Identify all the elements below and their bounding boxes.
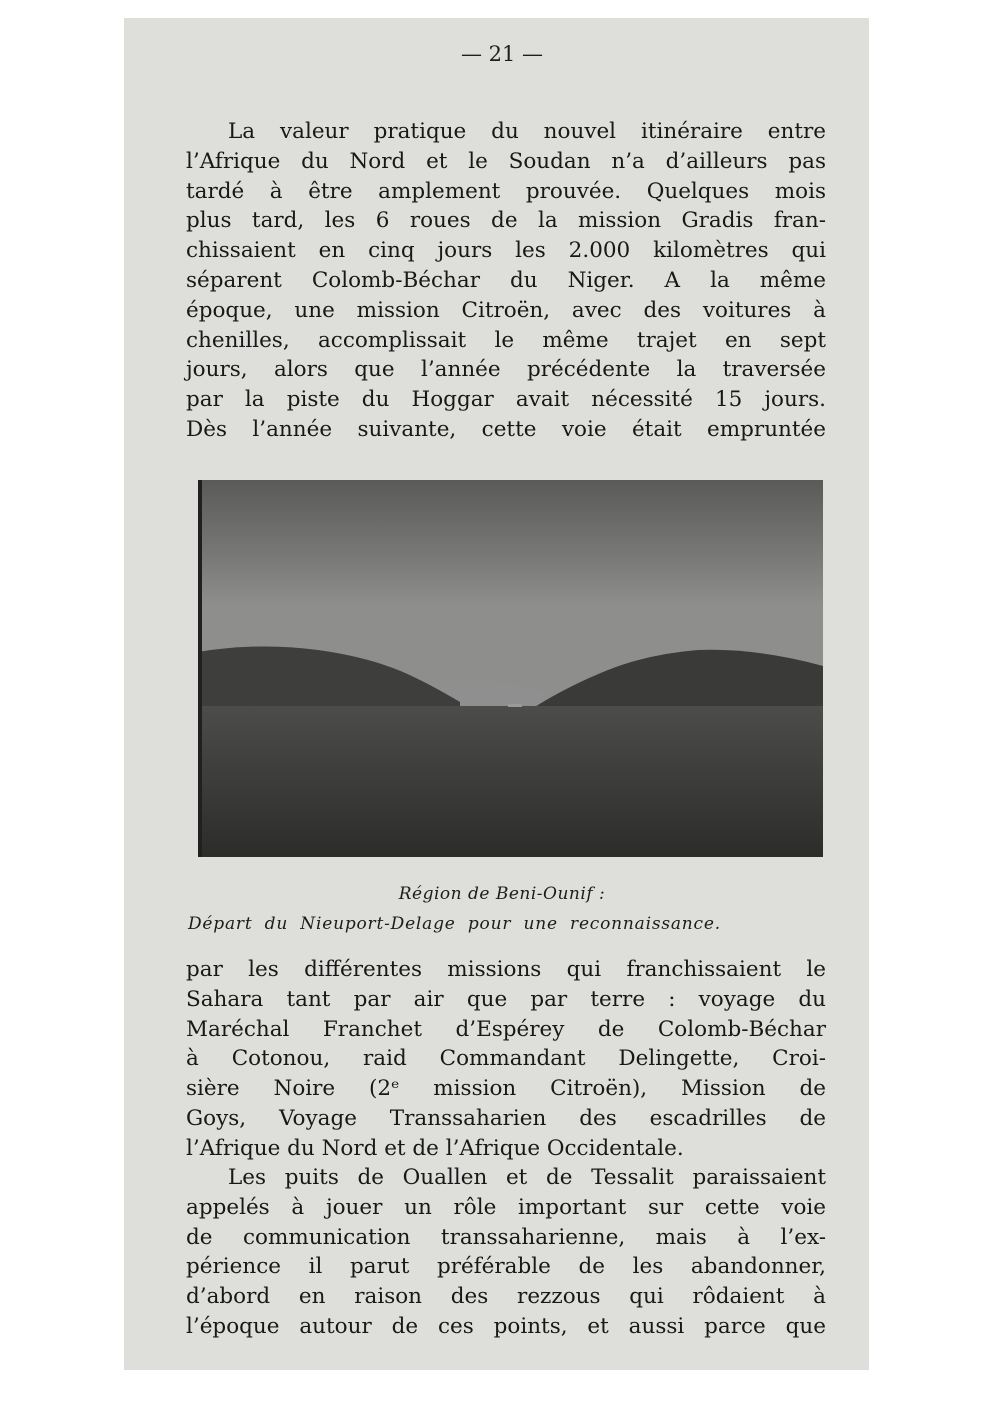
text-line: séparent Colomb-Béchar du Niger. A la même [186,267,826,293]
page-number: — 21 — [460,42,544,66]
text-line: appelés à jouer un rôle important sur cette voie [186,1194,826,1220]
text-line: Maréchal Franchet d’Espérey de Colomb-Béchar [186,1016,826,1042]
text-line: à Cotonou, raid Commandant Delingette, Croi- [186,1046,826,1072]
landscape-photograph [198,480,823,857]
paragraph-1 [186,117,826,445]
figure-caption-title: Région de Beni-Ounif : [398,884,606,904]
text-line: l’Afrique du Nord et le Soudan n’a d’ailleurs pas [186,148,826,174]
text-line: La valeur pratique du nouvel itinéraire entre [228,119,826,144]
text-line: chissaient en cinq jours les 2.000 kilomètres qui [186,238,826,264]
text-line: l’Afrique du Nord et de l’Afrique Occidentale. [186,1135,684,1161]
dark-edge [198,480,202,857]
text-line: plus tard, les 6 roues de la mission Gradis fran- [186,208,826,234]
text-line: par les différentes missions qui franchissaient le [186,957,826,982]
text-line: Sahara tant par air que par terre : voyage du [186,986,826,1012]
aircraft-speck [508,704,522,707]
plain [198,706,823,857]
text-line: sière Noire (2ᵉ mission Citroën), Mission de [186,1076,826,1102]
paragraph-3 [186,1163,826,1342]
figure-caption-subtitle: Départ du Nieuport-Delage pour une reconnaissance. [188,914,721,934]
text-line: Dès l’année suivante, cette voie était empruntée [186,416,826,442]
paragraph-2 [186,955,826,1164]
text-line: d’abord en raison des rezzous qui rôdaient à [186,1284,826,1310]
text-line: Goys, Voyage Transsaharien des escadrilles de [186,1105,826,1131]
text-line: périence il parut préférable de les abandonner, [186,1254,826,1280]
text-line: l’époque autour de ces points, et aussi parce que [186,1313,826,1339]
text-line: par la piste du Hoggar avait nécessité 15 jours. [186,387,826,413]
text-line: chenilles, accomplissait le même trajet en sept [186,327,826,353]
text-line: époque, une mission Citroën, avec des voitures à [186,297,826,323]
text-line: jours, alors que l’année précédente la traversée [186,357,826,383]
photo-illustration [198,480,823,857]
text-line: tardé à être amplement prouvée. Quelques mois [186,178,826,204]
text-line: Les puits de Ouallen et de Tessalit paraissaient [228,1165,826,1190]
text-line: de communication transsaharienne, mais à l’ex- [186,1224,826,1250]
